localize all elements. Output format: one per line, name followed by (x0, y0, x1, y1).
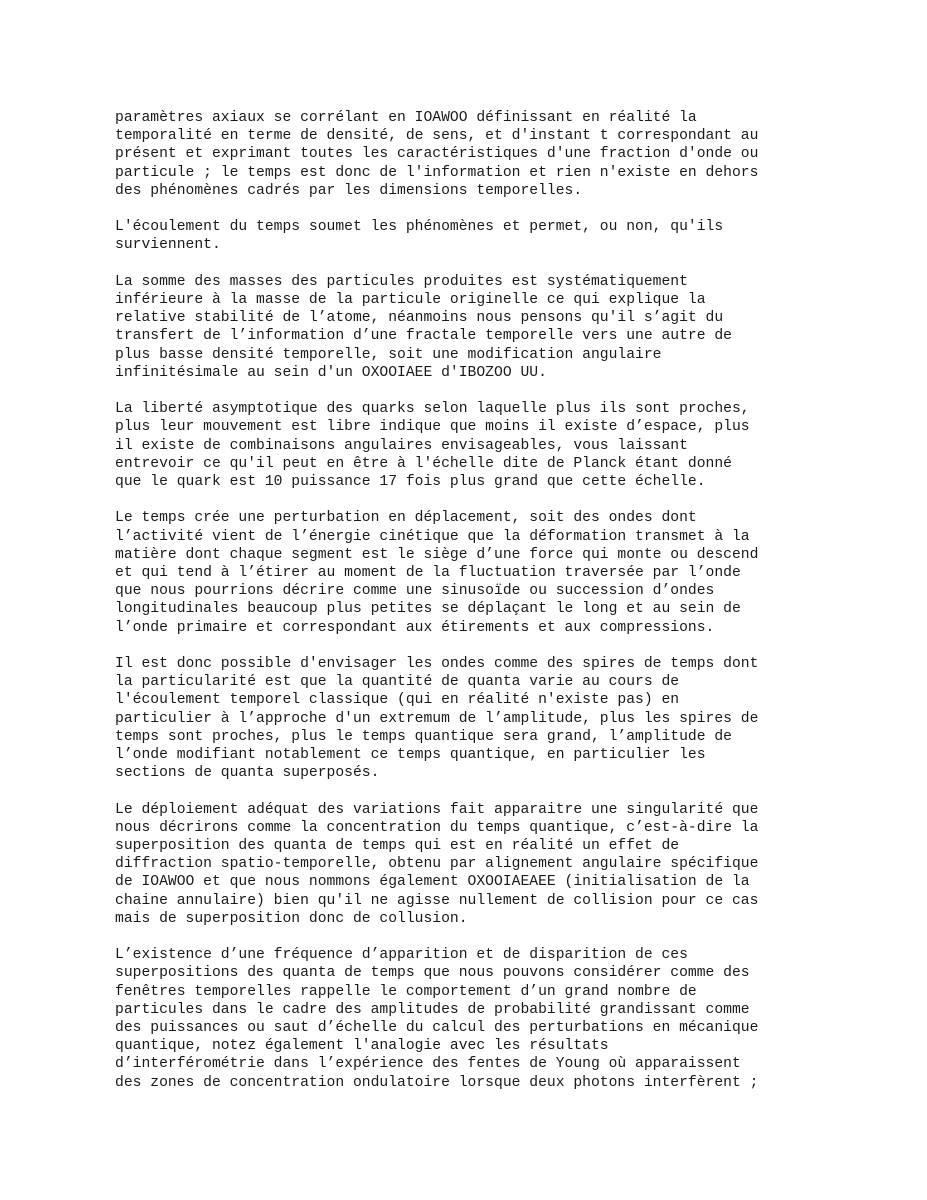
paragraph (115, 109, 855, 200)
text-line: des zones de concentration ondulatoire lorsque deux photons interfèrent ; (115, 1074, 759, 1091)
text-line: inférieure à la masse de la particule originelle ce qui explique la (115, 292, 706, 308)
text-line: de IOAWOO et que nous nommons également OXOOIAEAEE (initialisation de la (115, 874, 750, 891)
text-line: sections de quanta superposés. (115, 765, 380, 782)
text-line: l’onde modifiant notablement ce temps quantique, en particulier les (115, 747, 706, 764)
paragraph (115, 218, 855, 254)
text-line: quantique, notez également l'analogie avec les résultats (115, 1038, 609, 1055)
text-line: paramètres axiaux se corrélant en IOAWOO définissant en réalité la (115, 110, 697, 126)
text-line: matière dont chaque segment est le siège d’une force qui monte ou descend (115, 546, 759, 563)
text-line: des puissances ou saut d’échelle du calcul des perturbations en mécanique (115, 1020, 759, 1037)
paragraph (115, 509, 855, 636)
text-line: temporalité en terme de densité, de sens, et d'instant t correspondant au (115, 128, 759, 145)
text-line: Le temps crée une perturbation en déplacement, soit des ondes dont (115, 510, 697, 527)
text-line: d’interférométrie dans l’expérience des fentes de Young où apparaissent (115, 1056, 741, 1073)
text-line: La somme des masses des particules produites est systématiquement (115, 273, 688, 290)
text-line: Il est donc possible d'envisager les ondes comme des spires de temps dont (115, 656, 759, 673)
text-line: plus leur mouvement est libre indique que moins il existe d’espace, plus (115, 419, 750, 436)
text-line: temps sont proches, plus le temps quantique sera grand, l’amplitude de (115, 728, 732, 745)
text-line: L’existence d’une fréquence d’apparition et de disparition de ces (115, 947, 688, 964)
text-line: l’activité vient de l’énergie cinétique que la déformation transmet à la (115, 528, 750, 545)
text-line: surviennent. (115, 237, 221, 254)
text-line: fenêtres temporelles rappelle le comportement d’un grand nombre de (115, 983, 697, 1000)
text-line: longitudinales beaucoup plus petites se déplaçant le long et au sein de (115, 601, 741, 618)
text-line: présent et exprimant toutes les caractéristiques d'une fraction d'onde ou (115, 146, 759, 163)
text-line: l'écoulement temporel classique (qui en réalité n'existe pas) en (115, 692, 680, 709)
text-line: superposition des quanta de temps qui est en réalité un effet de (115, 838, 680, 855)
text-line: l’onde primaire et correspondant aux étirements et aux compressions. (115, 619, 715, 636)
text-line: particulier à l’approche d'un extremum de l’amplitude, plus les spires de (115, 710, 759, 727)
text-line: que le quark est 10 puissance 17 fois plus grand que cette échelle. (115, 474, 706, 491)
paragraph (115, 801, 855, 928)
paragraph (115, 946, 855, 1092)
text-line: La liberté asymptotique des quarks selon laquelle plus ils sont proches, (115, 401, 750, 418)
text-line: plus basse densité temporelle, soit une modification angulaire (115, 346, 662, 363)
document-body (115, 109, 855, 1110)
text-line: particule ; le temps est donc de l'information et rien n'existe en dehors (115, 164, 759, 181)
text-line: et qui tend à l’étirer au moment de la fluctuation traversée par l’onde (115, 565, 741, 582)
text-line: chaine annulaire) bien qu'il ne agisse nullement de collision pour ce cas (115, 892, 759, 909)
text-line: Le déploiement adéquat des variations fait apparaitre une singularité que (115, 801, 759, 818)
text-line: nous décrirons comme la concentration du temps quantique, c’est-à-dire la (115, 819, 759, 836)
paragraph (115, 655, 855, 782)
text-line: particules dans le cadre des amplitudes de probabilité grandissant comme (115, 1001, 750, 1018)
text-line: diffraction spatio-temporelle, obtenu par alignement angulaire spécifique (115, 856, 759, 873)
paragraph (115, 273, 855, 382)
text-line: que nous pourrions décrire comme une sinusoïde ou succession d’ondes (115, 583, 715, 600)
text-line: relative stabilité de l’atome, néanmoins nous pensons qu'il s’agit du (115, 310, 724, 327)
text-line: L'écoulement du temps soumet les phénomènes et permet, ou non, qu'ils (115, 219, 724, 236)
text-line: la particularité est que la quantité de quanta varie au cours de (115, 674, 680, 691)
text-line: superpositions des quanta de temps que nous pouvons considérer comme des (115, 965, 750, 982)
text-line: entrevoir ce qu'il peut en être à l'échelle dite de Planck étant donné (115, 455, 732, 472)
text-line: il existe de combinaisons angulaires envisageables, vous laissant (115, 437, 688, 454)
paragraph (115, 400, 855, 491)
text-line: des phénomènes cadrés par les dimensions temporelles. (115, 182, 583, 199)
text-line: mais de superposition donc de collusion. (115, 910, 468, 927)
text-line: infinitésimale au sein d'un OXOOIAEE d'IBOZOO UU. (115, 364, 547, 381)
text-line: transfert de l’information d’une fractale temporelle vers une autre de (115, 328, 732, 345)
